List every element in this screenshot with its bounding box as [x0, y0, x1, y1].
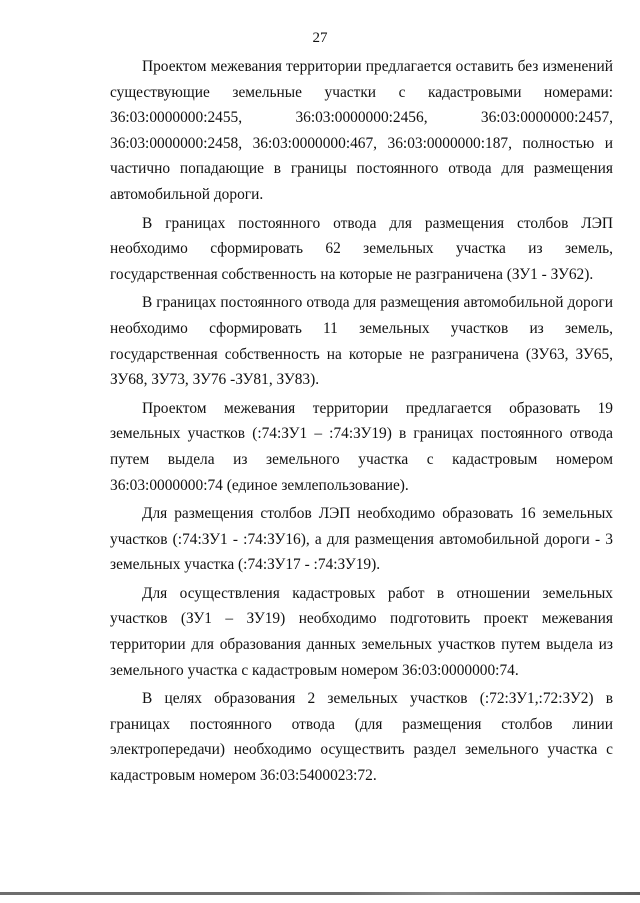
document-body: [110, 54, 613, 792]
paragraph: В границах постоянного отвода для размещения автомобильной дороги необходимо сформировать 11 земельных участков из земель, государственная собственность на которые не разграничена (ЗУ63, ЗУ65, ЗУ68, ЗУ73, ЗУ76 -ЗУ81, ЗУ83).: [110, 294, 613, 389]
paragraph: Для размещения столбов ЛЭП необходимо образовать 16 земельных участков (:74:ЗУ1 - :74:ЗУ16), а для размещения автомобильной дороги - 3 земельных участка (:74:ЗУ17 - :74:ЗУ19).: [110, 505, 613, 574]
paragraph: Для осуществления кадастровых работ в отношении земельных участков (ЗУ1 – ЗУ19) необходимо подготовить проект межевания территории для образования данных земельных участков путем выдела из земельного участка с кадастровым номером 36:03:0000000:74.: [110, 584, 613, 679]
page-number: 27: [312, 30, 328, 46]
paragraph: В целях образования 2 земельных участков (:72:ЗУ1,:72:ЗУ2) в границах постоянного отвода (для размещения столбов линии электропередачи) необходимо осуществить раздел земельного участка с кадастровым номером 36:03:5400023:72.: [110, 690, 613, 785]
scan-edge-line: [0, 892, 640, 895]
paragraph: Проектом межевания территории предлагается образовать 19 земельных участков (:74:ЗУ1 – :74:ЗУ19) в границах постоянного отвода путем выдела из земельного участка с кадастровым номером 36:03:0000000:74 (единое землепользование).: [110, 399, 613, 494]
paragraph: Проектом межевания территории предлагается оставить без изменений существующие земельные участки с кадастровыми номерами: 36:03:0000000:2455, 36:03:0000000:2456, 36:03:0000000:2457, 36:03:0000000:2458, 36:03:0000000:467, 36:03:0000000:187, полностью и частично попадающие в границы постоянного отвода для размещения автомобильной дороги.: [110, 58, 613, 203]
paragraph: В границах постоянного отвода для размещения столбов ЛЭП необходимо сформировать 62 земельных участка из земель, государственная собственность на которые не разграничена (ЗУ1 - ЗУ62).: [110, 214, 613, 283]
